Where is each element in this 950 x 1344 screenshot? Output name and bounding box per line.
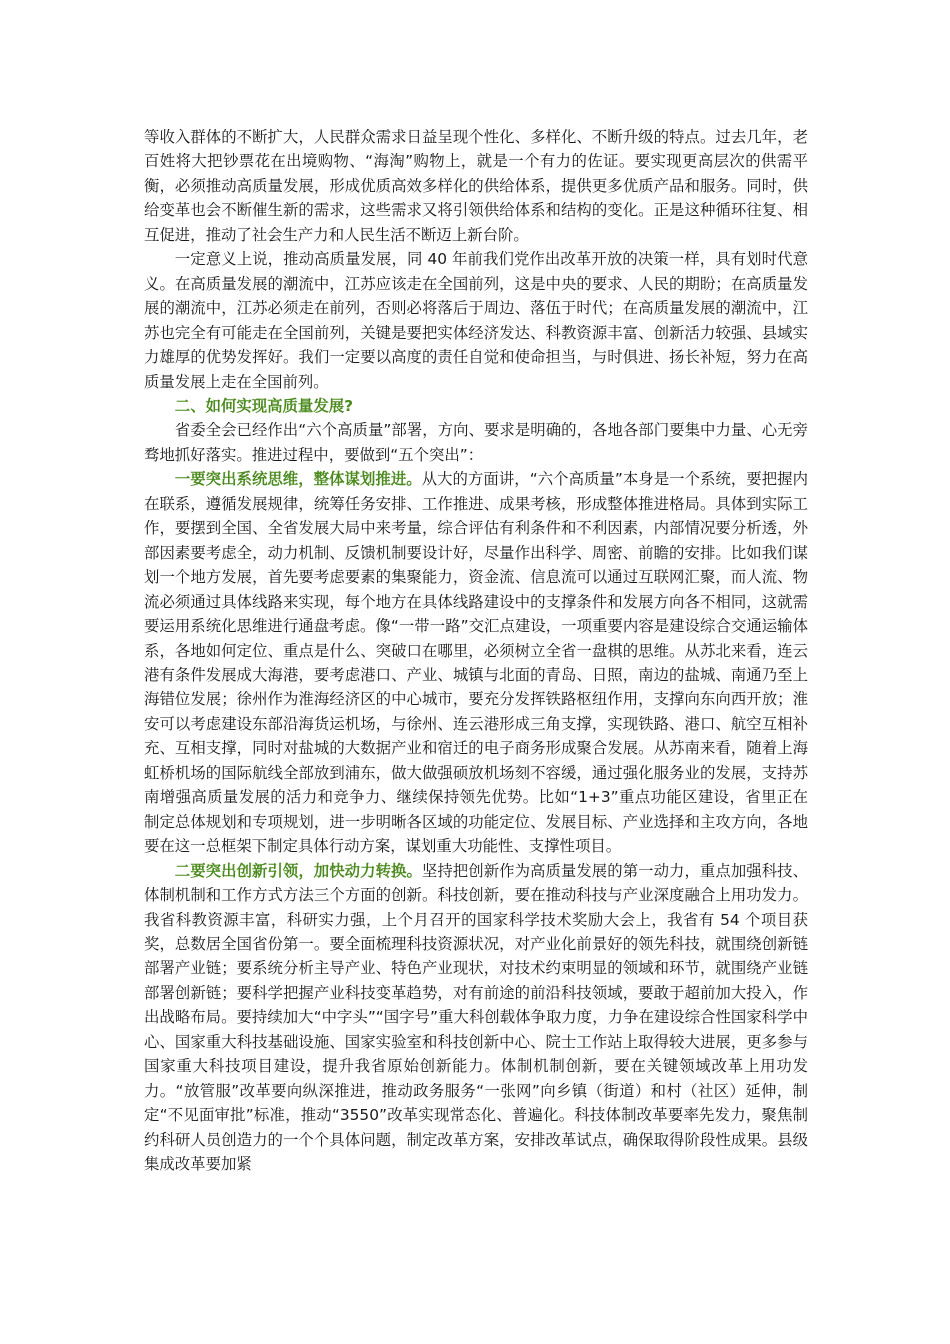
paragraph-4-text: 从大的方面讲，“六个高质量”本身是一个系统，要把握内在联系，遵循发展规律，统筹任务安排、工作推进、成果考核，形成整体推进格局。具体到实际工作，要摆到全国、全省发展大局中来考量，综合评估有利条件和不利因素，内部情况要分析透，外部因素要考虑全，动力机制、反馈机制要设计好，尽量作出科学、周密、前瞻的安排。比如我们谋划一个地方发展，首先要考虑要素的集聚能力，资金流、信息流可以通过互联网汇聚，而人流、物流必须通过具体线路来实现，每个地方在具体线路建设中的支撑条件和发展方向各不相同，这就需要运用系统化思维进行通盘考虑。像“一带一路”交汇点建设，一项重要内容是建设综合交通运输体系，各地如何定位、重点是什么、突破口在哪里，必须树立全省一盘棋的思维。从苏北来看，连云港有条件发展成大海港，要考虑港口、产业、城镇与北面的青岛、日照，南边的盐城、南通乃至上海错位发展；徐州作为淮海经济区的中心城市，要充分发挥铁路枢纽作用，支撑向东向西开放；淮安可以考虑建设东部沿海货运机场，与徐州、连云港形成三角支撑，实现铁路、港口、航空互相补充、互相支撑，同时对盐城的大数据产业和宿迁的电子商务形成聚合发展。从苏南来看，随着上海虹桥机场的国际航线全部放到浦东，做大做强硕放机场刻不容缓，通过强化服务业的发展，支持苏南增强高质量发展的活力和竞争力、继续保持领先优势。比如“1+3”重点功能区建设，省里正在制定总体规划和专项规划，进一步明晰各区域的功能定位、发展目标、产业选择和主攻方向，各地要在这一总框架下制定具体行动方案，谋划重大功能性、支撑性项目。 [144,470,808,856]
paragraph-5 [144,859,808,1177]
paragraph-2 [144,247,808,394]
paragraph-3 [144,418,808,467]
paragraph-1-text: 等收入群体的不断扩大，人民群众需求日益呈现个性化、多样化、不断升级的特点。过去几年，老百姓将大把钞票花在出境购物、“海淘”购物上，就是一个有力的佐证。要实现更高层次的供需平衡，必须推动高质量发展，形成优质高效多样化的供给体系，提供更多优质产品和服务。同时，供给变革也会不断催生新的需求，这些需求又将引领供给体系和结构的变化。正是这种循环往复、相互促进，推动了社会生产力和人民生活不断迈上新台阶。 [144,128,808,244]
paragraph-5-text: 坚持把创新作为高质量发展的第一动力，重点加强科技、体制机制和工作方式方法三个方面的创新。科技创新，要在推动科技与产业深度融合上用功发力。我省科教资源丰富，科研实力强，上个月召开的国家科学技术奖励大会上，我省有 54 个项目获奖，总数居全国省份第一。要全面梳理科技资源状况，对产业化前景好的领先科技，就围绕创新链部署产业链；要系统分析主导产业、特色产业现状，对技术约束明显的领域和环节，就围绕产业链部署创新链；要科学把握产业科技变革趋势，对有前途的前沿科技领域，要敢于超前加大投入，作出战略布局。要持续加大“中字头”“国字号”重大科创载体争取力度，力争在建设综合性国家科学中心、国家重大科技基础设施、国家实验室和科技创新中心、院士工作站上取得较大进展，更多参与国家重大科技项目建设，提升我省原始创新能力。体制机制创新，要在关键领域改革上用功发力。“放管服”改革要向纵深推进，推动政务服务“一张网”向乡镇（街道）和村（社区）延伸，制定“不见面审批”标准，推动“3550”改革实现常态化、普遍化。科技体制改革要率先发力，聚焦制约科研人员创造力的一个个具体问题，制定改革方案，安排改革试点，确保取得阶段性成果。县级集成改革要加紧 [144,861,808,1174]
paragraph-5-lead: 二要突出创新引领，加快动力转换。 [174,861,422,880]
paragraph-3-text: 省委全会已经作出“六个高质量”部署，方向、要求是明确的，各地各部门要集中力量、心无旁骛地抓好落实。推进过程中，要做到“五个突出”： [144,421,808,464]
paragraph-2-text: 一定意义上说，推动高质量发展，同 40 年前我们党作出改革开放的决策一样，具有划时代意义。在高质量发展的潮流中，江苏应该走在全国前列，这是中央的要求、人民的期盼；在高质量发展的潮流中，江苏必须走在前列，否则必将落后于周边、落伍于时代；在高质量发展的潮流中，江苏也完全有可能走在全国前列，关键是要把实体经济发达、科教资源丰富、创新活力较强、县域实力雄厚的优势发挥好。我们一定要以高度的责任自觉和使命担当，与时俱进、扬长补短，努力在高质量发展上走在全国前列。 [144,250,808,391]
document-body [144,125,808,1176]
section-heading-text: 二、如何实现高质量发展? [174,396,354,415]
paragraph-4-lead: 一要突出系统思维，整体谋划推进。 [174,470,422,489]
section-heading [144,394,808,418]
paragraph-1 [144,125,808,247]
paragraph-4 [144,467,808,858]
